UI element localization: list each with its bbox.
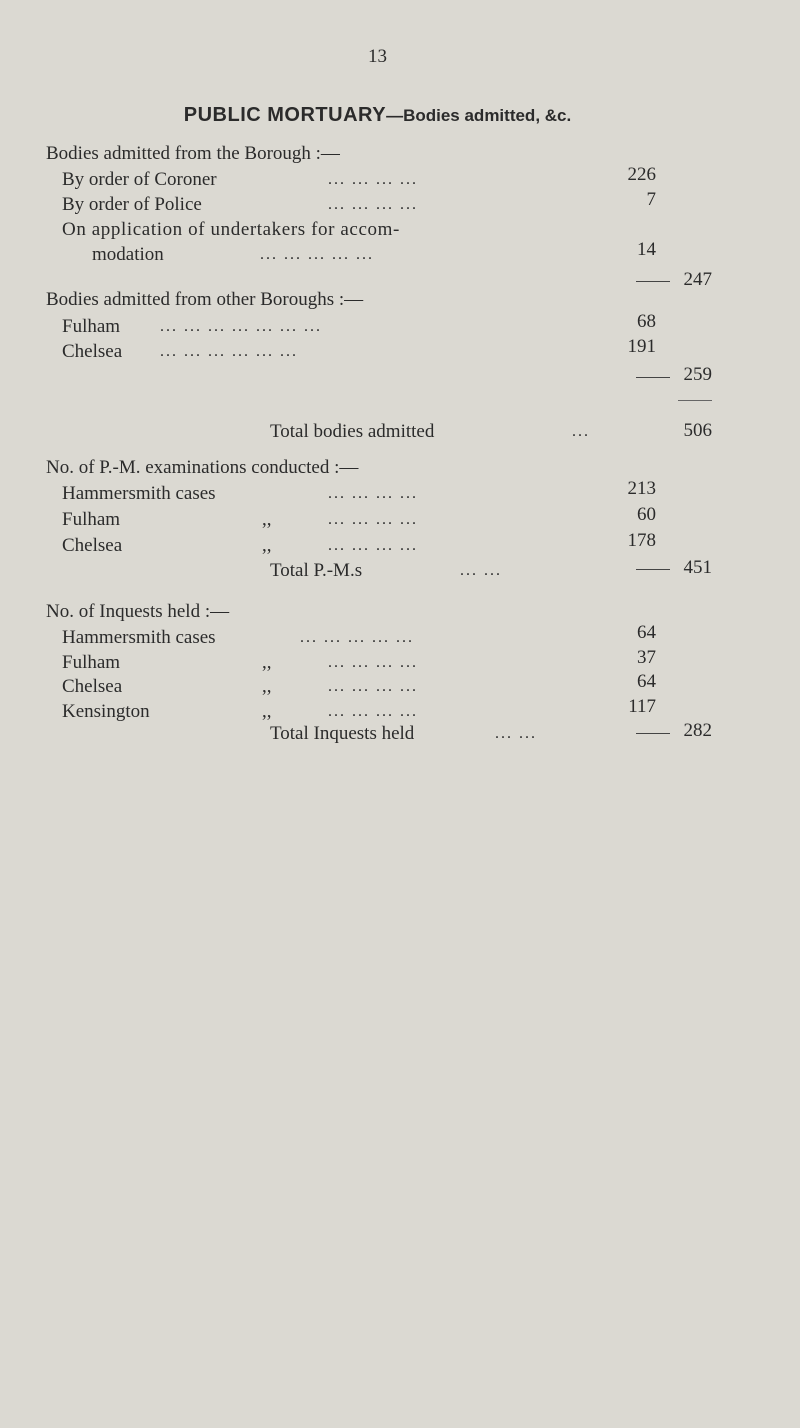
ditto-mark: ,, (262, 676, 272, 697)
total-rule (678, 400, 712, 401)
leader-dots: ... ... ... ... (328, 537, 418, 554)
subtotal-value: 247 (683, 269, 712, 290)
page-number: 13 (368, 46, 387, 67)
leader-dots: ... ... ... ... (328, 196, 418, 213)
section-header-other-boroughs: Bodies admitted from other Boroughs :— (46, 289, 364, 310)
row-value: 191 (627, 336, 656, 357)
row-label: Fulham (62, 652, 121, 673)
row-value: 64 (637, 671, 656, 692)
leader-dots: ... ... ... ... (328, 171, 418, 188)
row-label: Kensington (62, 701, 150, 722)
row-label: Hammersmith cases (62, 483, 216, 504)
pm-total-label: Total P.-M.s (270, 560, 363, 581)
grand-total-label: Total bodies admitted (270, 421, 435, 442)
row-label: Fulham (62, 509, 121, 530)
title-sub: —Bodies admitted, &c. (386, 106, 572, 125)
subtotal-value: 259 (683, 364, 712, 385)
row-label: Chelsea (62, 676, 123, 697)
row-value: 60 (637, 504, 656, 525)
row-label: By order of Police (62, 194, 202, 215)
row-label: modation (92, 244, 164, 265)
row-label: Fulham (62, 316, 121, 337)
row-value: 68 (637, 311, 656, 332)
ditto-mark: ,, (262, 509, 272, 530)
leader-dots: ... ... ... ... ... ... ... (160, 318, 322, 335)
row-value: 117 (628, 696, 656, 717)
row-label: By order of Coroner (62, 169, 217, 190)
title-main: PUBLIC MORTUARY (183, 104, 387, 126)
leader-dots: ... ... (495, 725, 537, 742)
leader-dots: ... ... ... ... ... (300, 629, 414, 646)
leader-dots: ... ... (460, 562, 502, 579)
row-value: 7 (646, 189, 656, 210)
ditto-mark: ,, (262, 701, 272, 722)
row-label: Hammersmith cases (62, 627, 216, 648)
page-title (0, 104, 755, 127)
inquests-total-label: Total Inquests held (270, 723, 415, 744)
ditto-mark: ,, (262, 652, 272, 673)
row-value: 64 (637, 622, 656, 643)
leader-dots: ... ... ... ... (328, 485, 418, 502)
grand-total-value: 506 (683, 420, 712, 441)
row-value: 213 (627, 478, 656, 499)
pm-total-value: 451 (683, 557, 712, 578)
section-header-pm-exams: No. of P.-M. examinations conducted :— (46, 457, 359, 478)
row-value: 226 (627, 164, 656, 185)
leader-dots: ... ... ... ... ... (260, 246, 374, 263)
section-header-borough: Bodies admitted from the Borough :— (46, 143, 340, 164)
row-value: 14 (637, 239, 656, 260)
leader-dots: ... ... ... ... ... ... (160, 343, 298, 360)
row-value: 178 (627, 530, 656, 551)
leader-dots: ... ... ... ... (328, 654, 418, 671)
section-header-inquests: No. of Inquests held :— (46, 601, 230, 622)
leader-dots: ... ... ... ... (328, 511, 418, 528)
ditto-mark: ,, (262, 535, 272, 556)
row-label: Chelsea (62, 341, 123, 362)
leader-dots: ... ... ... ... (328, 678, 418, 695)
leader-dots: ... (572, 423, 590, 440)
row-label: On application of undertakers for accom- (62, 219, 400, 240)
row-value: 37 (637, 647, 656, 668)
row-label: Chelsea (62, 535, 123, 556)
inquests-total-value: 282 (683, 720, 712, 741)
leader-dots: ... ... ... ... (328, 703, 418, 720)
